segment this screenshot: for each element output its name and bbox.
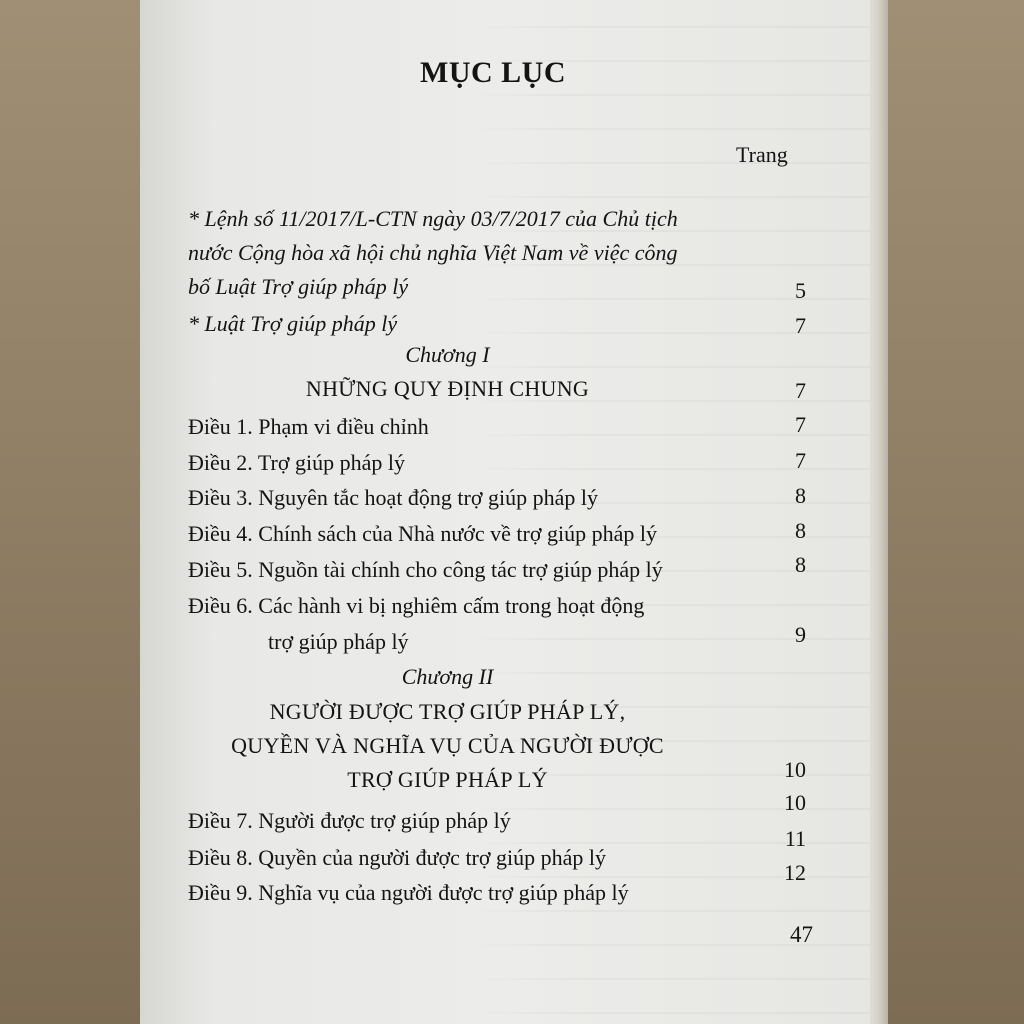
toc-entry-line: bố Luật Trợ giúp pháp lý <box>188 274 409 299</box>
toc-entry-line: * Luật Trợ giúp pháp lý <box>188 311 398 336</box>
toc-article: Điều 4. Chính sách của Nhà nước về trợ giúp pháp lý <box>188 521 657 546</box>
toc-article: Điều 3. Nguyên tắc hoạt động trợ giúp pháp lý <box>188 485 598 510</box>
toc-page-number: 7 <box>795 313 806 338</box>
toc-page-number: 7 <box>795 378 806 403</box>
toc-article: Điều 6. Các hành vi bị nghiêm cấm trong hoạt động <box>188 593 645 618</box>
chapter-heading: NHỮNG QUY ĐỊNH CHUNG <box>305 376 590 401</box>
toc-entry-line: * Lệnh số 11/2017/L-CTN ngày 03/7/2017 của Chủ tịch <box>188 206 678 231</box>
toc-article-continuation: trợ giúp pháp lý <box>268 629 409 654</box>
toc-entry-line: nước Cộng hòa xã hội chủ nghĩa Việt Nam về việc công <box>188 240 678 265</box>
chapter-label: Chương I <box>405 342 490 367</box>
toc-article: Điều 7. Người được trợ giúp pháp lý <box>188 808 511 833</box>
toc-article: Điều 5. Nguồn tài chính cho công tác trợ giúp pháp lý <box>188 557 663 582</box>
toc-page-number: 8 <box>795 483 806 508</box>
toc-page-number: 10 <box>784 790 806 815</box>
toc-page-number: 8 <box>795 552 806 577</box>
toc-page-number: 7 <box>795 412 806 437</box>
toc-article: Điều 1. Phạm vi điều chỉnh <box>188 414 429 439</box>
chapter-heading-line: TRỢ GIÚP PHÁP LÝ <box>347 767 548 792</box>
page-column-label: Trang <box>736 142 788 167</box>
toc-article: Điều 9. Nghĩa vụ của người được trợ giúp pháp lý <box>188 880 629 905</box>
chapter-heading-line: NGƯỜI ĐƯỢC TRỢ GIÚP PHÁP LÝ, <box>269 699 626 724</box>
toc-page-number: 11 <box>784 826 806 851</box>
toc-page-number: 9 <box>795 622 806 647</box>
chapter-label: Chương II <box>401 664 494 689</box>
toc-page-number: 8 <box>795 518 806 543</box>
toc-article: Điều 2. Trợ giúp pháp lý <box>188 450 405 475</box>
toc-article: Điều 8. Quyền của người được trợ giúp pháp lý <box>188 845 606 870</box>
page-title: MỤC LỤC <box>420 56 566 89</box>
book-page <box>140 0 870 1024</box>
toc-page-number: 7 <box>795 448 806 473</box>
toc-page-number: 5 <box>795 278 806 303</box>
toc-page-number: 12 <box>784 860 806 885</box>
chapter-heading-line: QUYỀN VÀ NGHĨA VỤ CỦA NGƯỜI ĐƯỢC <box>231 733 664 758</box>
page-number: 47 <box>790 922 813 947</box>
toc-page-number: 10 <box>784 757 806 782</box>
